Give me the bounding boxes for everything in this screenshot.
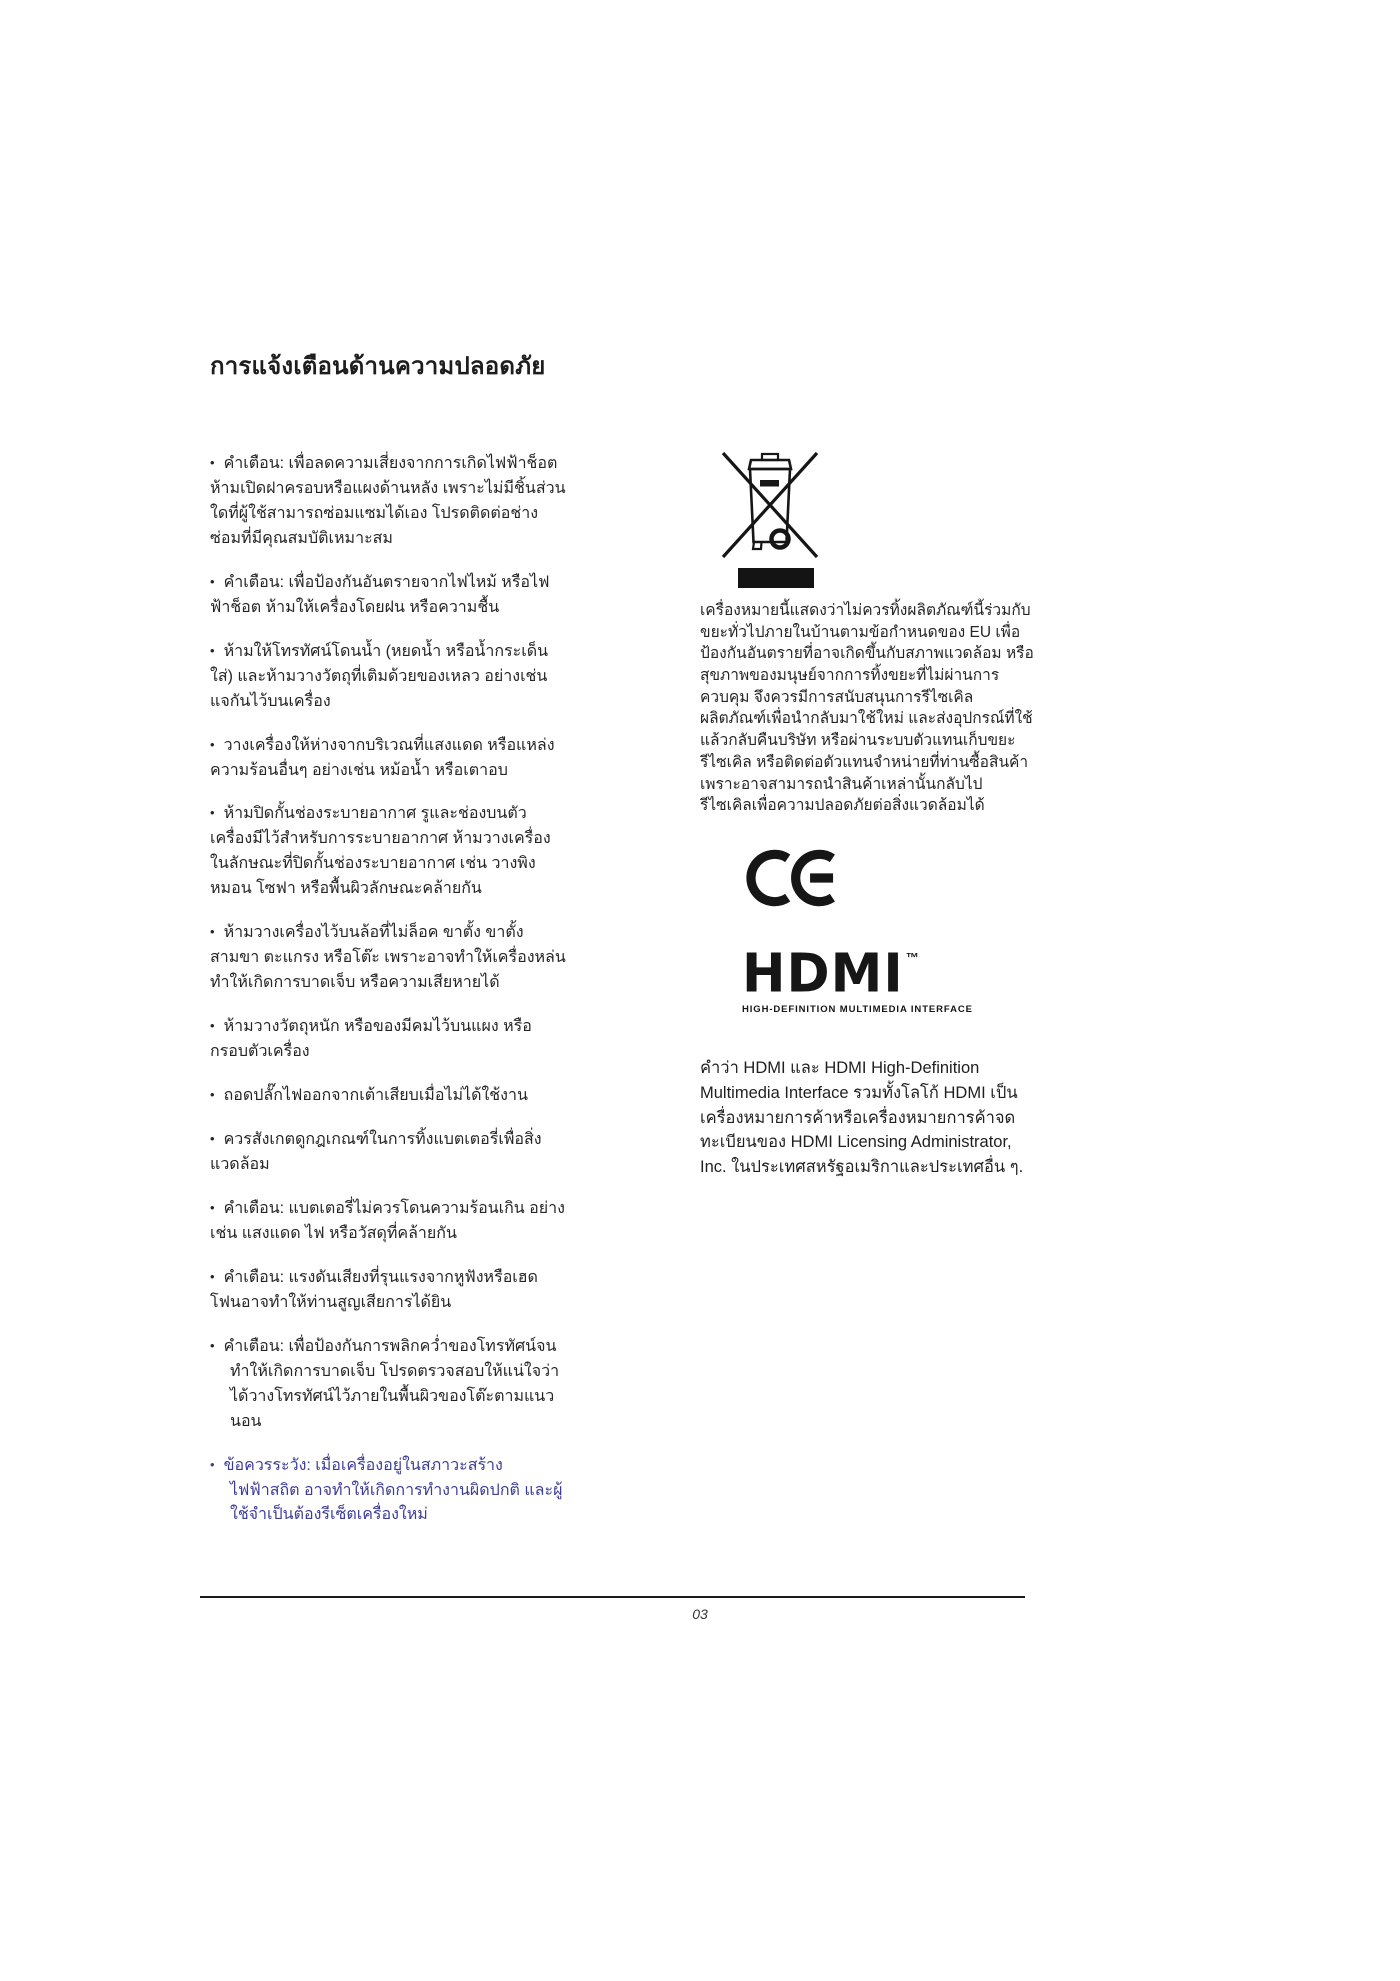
safety-bullet-item: • ห้ามให้โทรทัศน์โดนน้ำ (หยดน้ำ หรือน้ำกระเด็นใส่) และห้ามวางวัตถุที่เติมด้วยของเหลว อย่างเช่น แจกันไว้บนเครื่อง bbox=[210, 640, 566, 715]
hdmi-logo-block bbox=[742, 943, 1034, 1016]
hdmi-logo-icon: HDMI bbox=[742, 943, 904, 1005]
safety-bullet-item: • ห้ามวางเครื่องไว้บนล้อที่ไม่ล็อค ขาตั้ง ขาตั้งสามขา ตะแกรง หรือโต๊ะ เพราะอาจทำให้เครื่องหล่น ทำให้เกิดการบาดเจ็บ หรือความเสียหายได้ bbox=[210, 921, 566, 996]
hdmi-trademark-symbol: ™ bbox=[905, 949, 919, 965]
weee-black-bar bbox=[738, 568, 814, 588]
page-number: 03 bbox=[692, 1606, 708, 1622]
safety-bullet-item: • ถอดปลั๊กไฟออกจากเต้าเสียบเมื่อไม่ได้ใช้งาน bbox=[210, 1084, 566, 1109]
weee-recycling-paragraph: เครื่องหมายนี้แสดงว่าไม่ควรทิ้งผลิตภัณฑ์นี้ร่วมกับขยะทั่วไปภายในบ้านตามข้อกำหนดของ EU เพื่อป้องกันอันตรายที่อาจเกิดขึ้นกับสภาพแวดล้อม หรือสุขภาพของมนุษย์จากการทิ้งขยะที่ไม่ผ่านการควบคุม จึงควรมีการสนับสนุนการรีไซเคิลผลิตภัณฑ์เพื่อนำกลับมาใช้ใหม่ และส่งอุปกรณ์ที่ใช้แล้วกลับคืนบริษัท หรือผ่านระบบตัวแทนเก็บขยะรีไซเคิล หรือติดต่อตัวแทนจำหน่ายที่ท่านซื้อสินค้า เพราะอาจสามารถนำสินค้าเหล่านั้นกลับไปรีไซเคิลเพื่อความปลอดภัยต่อสิ่งแวดล้อมได้ bbox=[700, 602, 1034, 815]
safety-bullet-item: • คำเตือน: เพื่อป้องกันการพลิกคว่ำของโทรทัศน์จนทำให้เกิดการบาดเจ็บ โปรดตรวจสอบให้แน่ใจว่าได้วางโทรทัศน์ไว้ภายในพื้นผิวของโต๊ะตามแนวนอน bbox=[210, 1335, 566, 1435]
safety-bullet-item: • คำเตือน: เพื่อลดความเสี่ยงจากการเกิดไฟฟ้าช็อต ห้ามเปิดฝาครอบหรือแผงด้านหลัง เพราะไม่มีชิ้นส่วนใดที่ผู้ใช้สามารถซ่อมแซมได้เอง โปรดติดต่อช่างซ่อมที่มีคุณสมบัติเหมาะสม bbox=[210, 452, 566, 552]
hdmi-trademark-paragraph: คำว่า HDMI และ HDMI High-Definition Multimedia Interface รวมทั้งโลโก้ HDMI เป็นเครื่องหมายการค้าหรือเครื่องหมายการค้าจดทะเบียนของ HDMI Licensing Administrator, Inc. ในประเทศสหรัฐอเมริกาและประเทศอื่น ๆ. bbox=[700, 1059, 1024, 1176]
safety-bullet-list bbox=[210, 452, 566, 1547]
safety-bullet-item: • ควรสังเกตดูกฎเกณฑ์ในการทิ้งแบตเตอรี่เพื่อสิ่งแวดล้อม bbox=[210, 1128, 566, 1178]
safety-bullet-item: • วางเครื่องให้ห่างจากบริเวณที่แสงแดด หรือแหล่งความร้อนอื่นๆ อย่างเช่น หม้อน้ำ หรือเตาอบ bbox=[210, 734, 566, 784]
hdmi-logo-caption: HIGH-DEFINITION MULTIMEDIA INTERFACE bbox=[742, 1003, 973, 1015]
safety-bullet-item: • ห้ามปิดกั้นช่องระบายอากาศ รูและช่องบนตัวเครื่องมีไว้สำหรับการระบายอากาศ ห้ามวางเครื่องในลักษณะที่ปิดกั้นช่องระบายอากาศ เช่น วางพิงหมอน โซฟา หรือพื้นผิวลักษณะคล้ายกัน bbox=[210, 802, 566, 902]
weee-crossed-out-bin-icon bbox=[720, 450, 820, 560]
footer-divider bbox=[200, 1596, 1025, 1598]
safety-bullet-item: • ห้ามวางวัตถุหนัก หรือของมีคมไว้บนแผง หรือกรอบตัวเครื่อง bbox=[210, 1015, 566, 1065]
safety-bullet-item: • คำเตือน: แรงดันเสียงที่รุนแรงจากหูฟังหรือเฮดโฟนอาจทำให้ท่านสูญเสียการได้ยิน bbox=[210, 1266, 566, 1316]
safety-bullet-item: • คำเตือน: แบตเตอรี่ไม่ควรโดนความร้อนเกิน อย่างเช่น แสงแดด ไฟ หรือวัสดุที่คล้ายกัน bbox=[210, 1197, 566, 1247]
page-title: การแจ้งเตือนด้านความปลอดภัย bbox=[210, 353, 546, 381]
regulatory-column bbox=[700, 450, 1034, 1196]
safety-bullet-item: • คำเตือน: เพื่อป้องกันอันตรายจากไฟไหม้ หรือไฟฟ้าช็อต ห้ามให้เครื่องโดยฝน หรือความชื้น bbox=[210, 571, 566, 621]
safety-bullet-item-caution: • ข้อควรระวัง: เมื่อเครื่องอยู่ในสภาวะสร้างไฟฟ้าสถิต อาจทำให้เกิดการทำงานผิดปกติ และผู้ใช้จำเป็นต้องรีเซ็ตเครื่องใหม่ bbox=[210, 1454, 566, 1529]
ce-mark-icon bbox=[745, 847, 837, 909]
